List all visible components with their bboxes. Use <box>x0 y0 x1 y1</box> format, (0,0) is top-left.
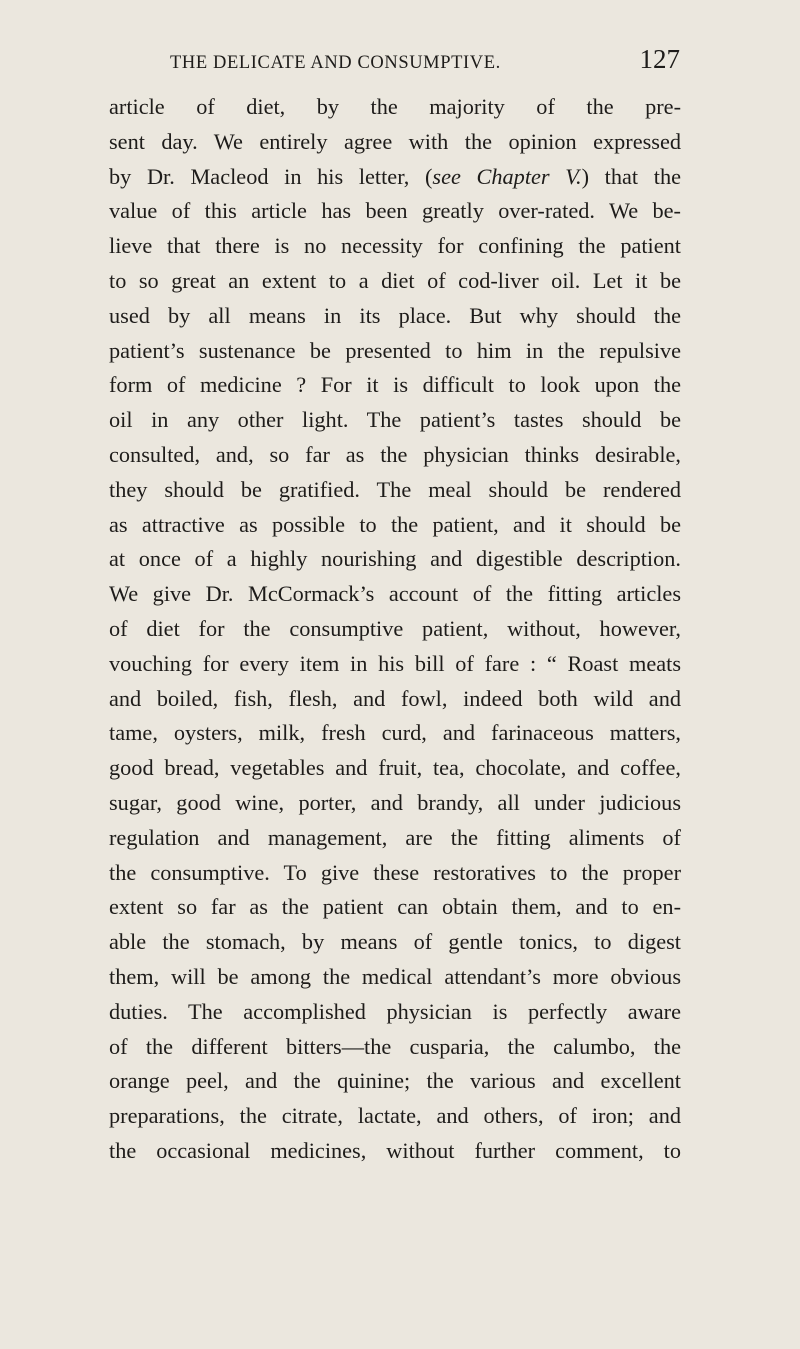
text-line: lieve that there is no necessity for confining the patient <box>109 233 681 259</box>
text-line: as attractive as possible to the patient, and it should be <box>109 511 681 537</box>
text-line: and boiled, fish, flesh, and fowl, indeed both wild and <box>109 685 681 711</box>
text-line: sugar, good wine, porter, and brandy, all under judicious <box>109 789 681 815</box>
text-line: by Dr. Macleod in his letter, (see Chapter V.) that the <box>109 163 681 189</box>
text-line: tame, oysters, milk, fresh curd, and farinaceous matters, <box>109 720 681 746</box>
text-line: they should be gratified. The meal should be rendered <box>109 476 681 502</box>
text-line: oil in any other light. The patient’s tastes should be <box>109 407 681 433</box>
text-line: duties. The accomplished physician is perfectly aware <box>109 998 681 1024</box>
text-line: the occasional medicines, without further comment, to <box>109 1137 681 1163</box>
text-line: preparations, the citrate, lactate, and others, of iron; and <box>109 1103 681 1129</box>
body-text <box>109 90 681 1169</box>
text-line: orange peel, and the quinine; the various and excellent <box>109 1068 681 1094</box>
text-line: good bread, vegetables and fruit, tea, chocolate, and coffee, <box>109 755 681 781</box>
running-head <box>170 44 680 80</box>
text-line: regulation and management, are the fitting aliments of <box>109 824 681 850</box>
running-title: THE DELICATE AND CONSUMPTIVE. <box>170 53 501 73</box>
text-line: to so great an extent to a diet of cod-liver oil. Let it be <box>109 267 681 293</box>
text-line: them, will be among the medical attendant’s more obvious <box>109 963 681 989</box>
text-line: sent day. We entirely agree with the opinion expressed <box>109 128 681 154</box>
text-line: patient’s sustenance be presented to him in the repulsive <box>109 337 681 363</box>
text-line: consulted, and, so far as the physician thinks desirable, <box>109 441 681 467</box>
text-line: value of this article has been greatly over-rated. We be- <box>109 198 681 224</box>
text-line: of diet for the consumptive patient, without, however, <box>109 615 681 641</box>
text-line: the consumptive. To give these restoratives to the proper <box>109 859 681 885</box>
page-number: 127 <box>639 44 680 74</box>
text-line: vouching for every item in his bill of fare : “ Roast meats <box>109 650 681 676</box>
text-line: at once of a highly nourishing and digestible description. <box>109 546 681 572</box>
chapter-reference: see Chapter V. <box>432 163 582 189</box>
text-line: We give Dr. McCormack’s account of the fitting articles <box>109 581 681 607</box>
text-line: extent so far as the patient can obtain them, and to en- <box>109 894 681 920</box>
text-line: able the stomach, by means of gentle tonics, to digest <box>109 929 681 955</box>
text-line: of the different bitters—the cusparia, the calumbo, the <box>109 1033 681 1059</box>
text-line: form of medicine ? For it is difficult to look upon the <box>109 372 681 398</box>
text-line: used by all means in its place. But why should the <box>109 302 681 328</box>
text-line: article of diet, by the majority of the pre- <box>109 94 681 119</box>
